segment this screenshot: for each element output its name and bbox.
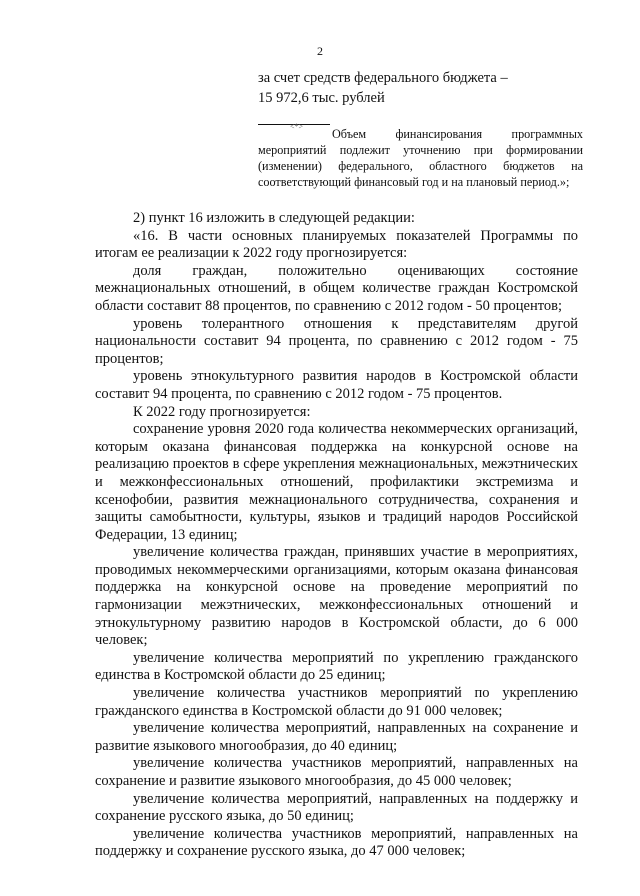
paragraph: увеличение количества участников мероприятий, направленных на поддержку и сохранение русского языка, до 47 000 человек;: [95, 825, 578, 860]
paragraph: увеличение количества мероприятий по укреплению гражданского единства в Костромской области до 25 единиц;: [95, 649, 578, 684]
paragraph: 2) пункт 16 изложить в следующей редакции:: [133, 210, 415, 226]
paragraph: увеличение количества мероприятий, направленных на сохранение и развитие языкового многообразия, до 40 единиц;: [95, 720, 578, 754]
paragraph: увеличение количества участников мероприятий, направленных на сохранение и развитие языкового многообразия, до 45 000 человек;: [95, 755, 578, 789]
paragraph: уровень толерантного отношения к представителям другой национальности составит 94 процента, по сравнению с 2012 годом - 75 процентов;: [95, 315, 578, 367]
paragraph: увеличение количества граждан, принявших участие в мероприятиях, проводимых некоммерческими организациями, которым оказана финансовая поддержка на конкурсной основе на проведение мероприятий по гармонизации межэтнических, межконфессиональных отношений и этнокультурному развитию народов в Костромской области, до 6 000 человек;: [95, 544, 578, 649]
paragraph: «16. В части основных планируемых показателей Программы по итогам ее реализации к 2022 году прогнозируется:: [95, 227, 578, 262]
funding-line: за счет средств федерального бюджета –: [258, 70, 508, 86]
paragraph: сохранение уровня 2020 года количества некоммерческих организаций, которым оказана финансовая поддержка на конкурсной основе на реализацию проектов в сфере укрепления межнациональных, межэтнических и межконфессиональных отношений, профилактики экстремизма и ксенофобии, развития межнационального сотрудничества, сохранения и защиты самобытности, культуры, языков и традиций народов Российской Федерации, 13 единиц;: [95, 421, 578, 543]
page-number: 2: [317, 44, 323, 58]
paragraph: увеличение количества участников мероприятий по укреплению гражданского единства в Костромской области до 91 000 человек;: [95, 685, 578, 719]
paragraph: уровень этнокультурного развития народов в Костромской области составит 94 процента, по сравнению с 2012 годом - 75 процентов.: [95, 368, 578, 402]
footnote-mark: <*>: [290, 122, 304, 131]
paragraph: доля граждан, положительно оценивающих состояние межнациональных отношений, в общем количестве граждан Костромской области составит 88 процентов, по сравнению с 2012 годом - 50 процентов;: [95, 262, 578, 314]
paragraph: К 2022 году прогнозируется:: [133, 403, 311, 420]
paragraph: увеличение количества мероприятий, направленных на поддержку и сохранение русского языка, до 50 единиц;: [95, 790, 578, 825]
funding-amount: 15 972,6 тыс. рублей: [258, 90, 385, 106]
body-text: [95, 210, 578, 861]
funding-block: [258, 68, 558, 108]
footnote-text: Объем финансирования программных мероприятий подлежит уточнению при формировании (изменении) федерального, областного бюджетов на соответствующий финансовый год и на плановый период.»;: [258, 127, 583, 189]
